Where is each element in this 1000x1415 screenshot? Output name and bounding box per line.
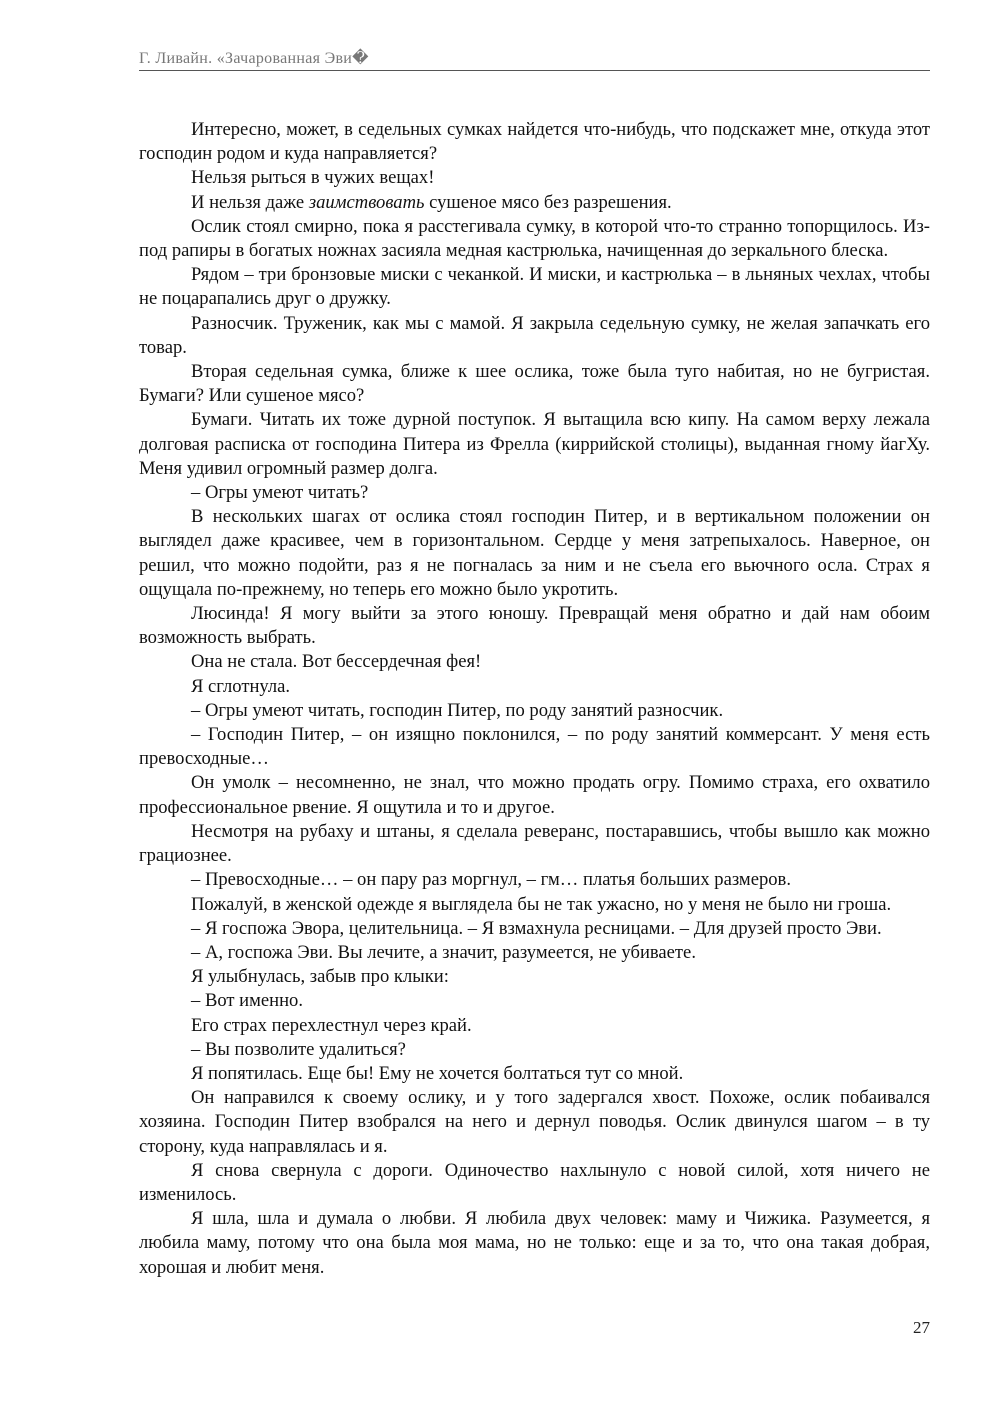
paragraph: – Огры умеют читать? [191,482,369,504]
paragraph: Пожалуй, в женской одежде я выглядела бы не так ужасно, но у меня не было ни гроша. [191,893,892,915]
paragraph: – А, госпожа Эви. Вы лечите, а значит, разумеется, не убиваете. [191,941,696,963]
paragraph: – Я госпожа Эвора, целительница. – Я взмахнула ресницами. – Для друзей просто Эви. [191,917,882,939]
header-divider [139,70,930,71]
paragraph: Люсинда! Я могу выйти за этого юношу. Превращай меня обратно и дай нам обоим возможность выбрать. [139,603,930,649]
paragraph: Я снова свернула с дороги. Одиночество нахлынуло с новой силой, хотя ничего не изменилось. [139,1159,930,1205]
page-number: 27 [913,1318,930,1337]
paragraph: – Господин Питер, – он изящно поклонился, – по роду занятий коммерсант. У меня есть превосходные… [139,724,930,770]
paragraph: Он направился к своему ослику, и у того задергался хвост. Похоже, ослик побаивался хозяина. Господин Питер взобрался на него и дернул поводья. Ослик двинулся шагом – в ту сторону, куда направлялась и я. [139,1087,930,1157]
paragraph: Она не стала. Вот бессердечная фея! [191,651,482,673]
paragraph: – Превосходные… – он пару раз моргнул, – гм… платья больших размеров. [191,869,791,891]
paragraph: Он умолк – несомненно, не знал, что можно продать огру. Помимо страха, его охватило профессиональное рвение. Я ощутила и то и другое. [139,772,930,818]
paragraph: Его страх перехлестнул через край. [191,1014,472,1036]
paragraph: Я улыбнулась, забыв про клыки: [191,966,449,988]
paragraph: Я сглотнула. [191,675,291,697]
paragraph: Я попятилась. Еще бы! Ему не хочется болтаться тут со мной. [191,1062,684,1084]
paragraph: Разносчик. Труженик, как мы с мамой. Я закрыла седельную сумку, не желая запачкать его товар. [139,312,930,358]
paragraph-text: И нельзя даже [191,191,309,213]
paragraph: – Огры умеют читать, господин Питер, по роду занятий разносчик. [191,699,724,721]
paragraph: Рядом – три бронзовые миски с чеканкой. И миски, и кастрюлька – в льняных чехлах, чтобы не поцарапались друг о дружку. [139,264,930,310]
paragraph: Несмотря на рубаху и штаны, я сделала реверанс, постаравшись, чтобы вышло как можно грациознее. [139,820,930,867]
paragraph: В нескольких шагах от ослика стоял господин Питер, и в вертикальном положении он выглядел даже красивее, чем в горизонтальном. Сердце у меня затрепыхалось. Наверное, он решил, что можно подойти, раз я не погналась за ним и не съела его вьючного осла. Страх я ощущала по-прежнему, но теперь его можно было укротить. [139,506,930,600]
paragraph: Ослик стоял смирно, пока я расстегивала сумку, в которой что-то странно топорщилось. Из-под рапиры в богатых ножнах засияла медная кастрюлька, начищенная до зеркального блеска. [139,215,930,262]
paragraph: Интересно, может, в седельных сумках найдется что-нибудь, что подскажет мне, откуда этот господин родом и куда направляется? [139,119,930,165]
paragraph: Вторая седельная сумка, ближе к шее ослика, тоже была туго набитая, но не бугристая. Бумаги? Или сушеное мясо? [139,361,930,407]
emphasized-word: заимствовать [308,191,425,213]
paragraph-text: сушеное мясо без разрешения. [424,191,672,213]
paragraph: Нельзя рыться в чужих вещах! [191,167,435,189]
page-body [139,118,930,1280]
running-header: Г. Ливайн. «Зачарованная Эви� [139,50,369,67]
paragraph: Бумаги. Читать их тоже дурной поступок. Я вытащила всю кипу. На самом верху лежала долговая расписка от господина Питера из Фрелла (киррийской столицы), выданная гному йагХу. Меня удивил огромный размер долга. [139,409,930,479]
paragraph [139,191,930,215]
paragraph: – Вот именно. [191,990,303,1012]
paragraph: – Вы позволите удалиться? [191,1038,406,1060]
paragraph: Я шла, шла и думала о любви. Я любила двух человек: маму и Чижика. Разумеется, я любила маму, потому что она была моя мама, но не только: еще и за то, что она такая добрая, хорошая и любит меня. [139,1208,930,1278]
